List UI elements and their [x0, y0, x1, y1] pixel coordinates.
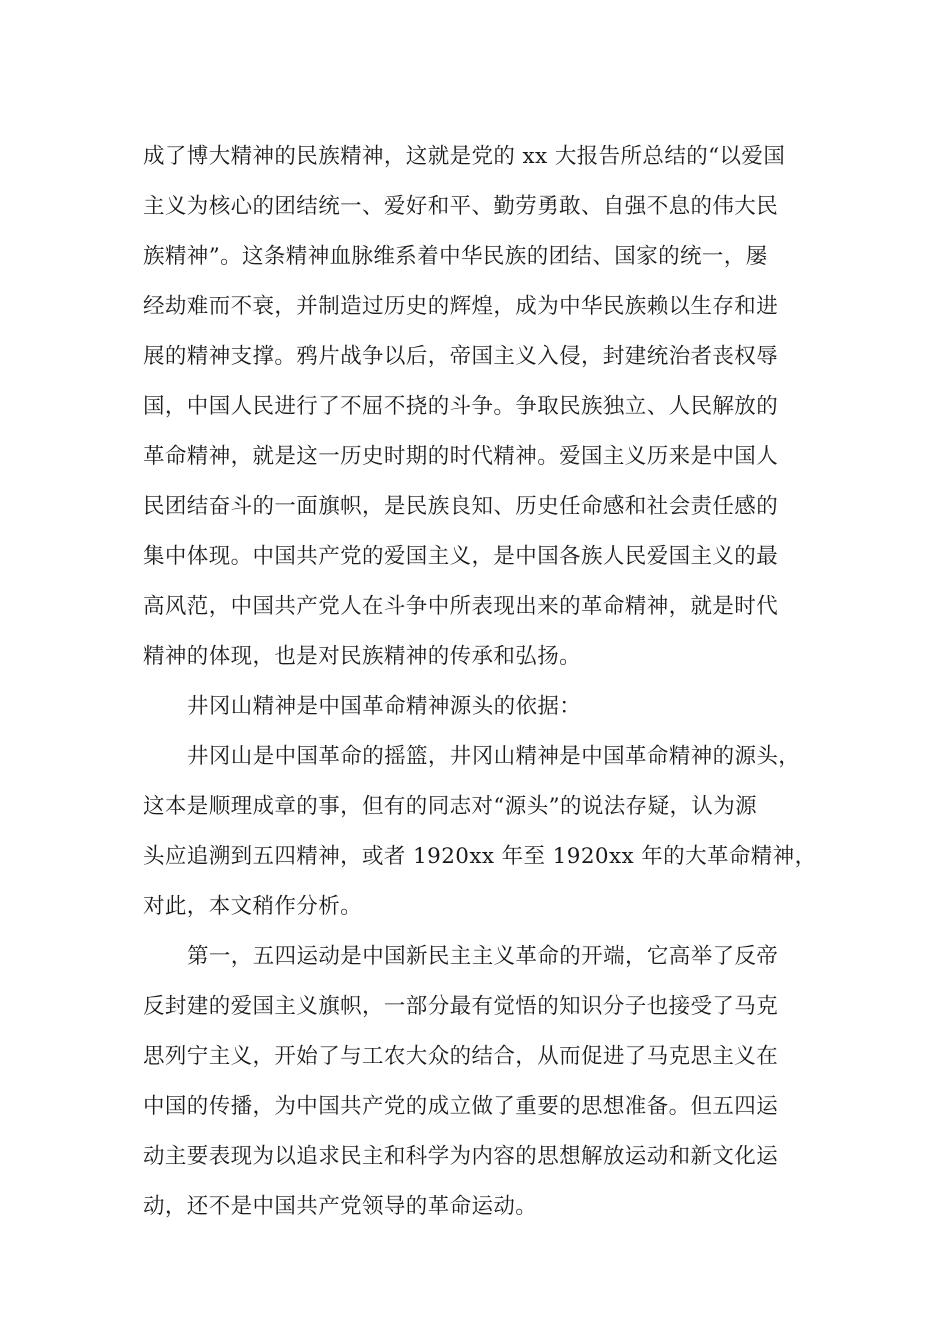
text-line: 革命精神，就是这一历史时期的时代精神。爱国主义历来是中国人 — [143, 444, 779, 469]
text-line: 高风范，中国共产党人在斗争中所表现出来的革命精神，就是时代 — [143, 594, 779, 619]
text-line: 集中体现。中国共产党的爱国主义，是中国各族人民爱国主义的最 — [143, 544, 779, 569]
text-line: 成了博大精神的民族精神，这就是党的 xx 大报告所总结的“以爱国 — [143, 144, 786, 169]
text-line: 中国的传播，为中国共产党的成立做了重要的思想准备。但五四运 — [143, 1094, 779, 1119]
text-line: 第一，五四运动是中国新民主主义革命的开端，它高举了反帝 — [187, 944, 779, 969]
text-line: 井冈山精神是中国革命精神源头的依据： — [187, 694, 582, 719]
text-line: 井冈山是中国革命的摇篮，井冈山精神是中国革命精神的源头， — [187, 744, 801, 769]
text-line: 对此，本文稍作分析。 — [143, 894, 363, 919]
text-line: 经劫难而不衰，并制造过历史的辉煌，成为中华民族赖以生存和进 — [143, 294, 779, 319]
text-line: 思列宁主义，开始了与工农大众的结合，从而促进了马克思主义在 — [143, 1044, 779, 1069]
text-line: 这本是顺理成章的事，但有的同志对“源头”的说法存疑，认为源 — [143, 794, 758, 819]
text-line: 反封建的爱国主义旗帜，一部分最有觉悟的知识分子也接受了马克 — [143, 994, 779, 1019]
text-line: 主义为核心的团结统一、爱好和平、勤劳勇敢、自强不息的伟大民 — [143, 194, 779, 219]
document-body — [143, 132, 833, 1232]
text-line: 国，中国人民进行了不屈不挠的斗争。争取民族独立、人民解放的 — [143, 394, 779, 419]
text-line: 精神的体现，也是对民族精神的传承和弘扬。 — [143, 644, 582, 669]
text-line: 动主要表现为以追求民主和科学为内容的思想解放运动和新文化运 — [143, 1144, 779, 1169]
text-line: 民团结奋斗的一面旗帜，是民族良知、历史任命感和社会责任感的 — [143, 494, 779, 519]
text-line: 族精神”。这条精神血脉维系着中华民族的团结、国家的统一，屡 — [143, 244, 768, 269]
text-line: 头应追溯到五四精神，或者 1920xx 年至 1920xx 年的大革命精神， — [143, 844, 817, 869]
text-line: 展的精神支撑。鸦片战争以后，帝国主义入侵，封建统治者丧权辱 — [143, 344, 779, 369]
text-line: 动，还不是中国共产党领导的革命运动。 — [143, 1194, 538, 1219]
